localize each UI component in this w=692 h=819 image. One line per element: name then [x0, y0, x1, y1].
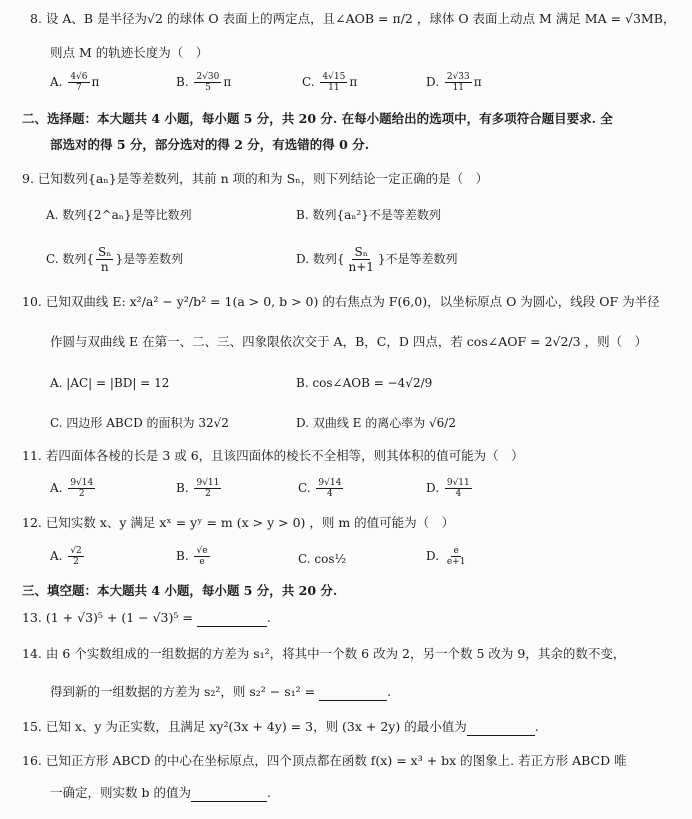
section3-heading: 三、填空题：本大题共 4 小题，每小题 5 分，共 20 分.	[22, 583, 338, 598]
q9-option-a: A. 数列{2^aₙ}是等比数列	[46, 208, 192, 222]
q15-answer-blank[interactable]	[467, 721, 535, 736]
q8-option-a: A. $\frac{4√6}{7}$ π	[50, 72, 100, 93]
q10-option-a: A. |AC| = |BD| = 12	[50, 376, 170, 390]
q10-stem-line2: 作圆与双曲线 E 在第一、二、三、四象限依次交于 A，B，C，D 四点，若 cos∠AOF = 2√2/3 ，则（ ）	[50, 334, 648, 349]
q12-option-d: D. $\frac{e}{e+1}$	[426, 546, 466, 567]
q11-option-d: D. $\frac{9√11}{4}$	[426, 478, 470, 499]
q14-stem-line2: 得到新的一组数据的方差为 s₂²，则 s₂² − s₁² = .	[50, 684, 392, 699]
q8-option-b: B. $\frac{2√30}{5}$ π	[176, 72, 232, 93]
q13-stem: 13. (1 + √3)⁵ + (1 − √3)⁵ = .	[22, 610, 271, 625]
q10-stem-line1: 10. 已知双曲线 E: x²/a² − y²/b² = 1(a > 0, b > 0) 的右焦点为 F(6,0)，以坐标原点 O 为圆心，线段 OF 为半径	[22, 294, 660, 309]
q11-option-c: C. $\frac{9√14}{4}$	[298, 478, 342, 499]
q11-stem: 11. 若四面体各棱的长是 3 或 6，且该四面体的棱长不全相等，则其体积的值可能为（ ）	[22, 448, 524, 463]
q14-answer-blank[interactable]	[319, 686, 387, 701]
q16-stem-line1: 16. 已知正方形 ABCD 的中心在坐标原点，四个顶点都在函数 f(x) = x³ + bx 的图象上. 若正方形 ABCD 唯	[22, 753, 627, 768]
q12-option-b: B. $\frac{√e}{e}$	[176, 546, 208, 567]
q10-option-c: C. 四边形 ABCD 的面积为 32√2	[50, 416, 229, 430]
q12-option-c: C. cos½	[298, 552, 347, 566]
q8-option-c: C. $\frac{4√15}{11}$ π	[302, 72, 358, 93]
section2-heading-line1: 二、选择题：本大题共 4 小题，每小题 5 分，共 20 分. 在每小题给出的选项中，有多项符合题目要求. 全	[22, 111, 613, 126]
q11-option-b: B. $\frac{9√11}{2}$	[176, 478, 220, 499]
q10-option-d: D. 双曲线 E 的离心率为 √6/2	[296, 416, 456, 430]
q12-option-a: A. $\frac{√2}{2}$	[50, 546, 82, 567]
q12-stem: 12. 已知实数 x、y 满足 xˣ = yʸ = m (x > y > 0) ，则 m 的值可能为（ ）	[22, 515, 455, 530]
q15-stem: 15. 已知 x、y 为正实数，且满足 xy²(3x + 4y) = 3，则 (3x + 2y) 的最小值为 .	[22, 719, 539, 734]
q16-stem-line2: 一确定，则实数 b 的值为 .	[50, 785, 271, 800]
q8-option-d: D. $\frac{2√33}{11}$ π	[426, 72, 482, 93]
q9-option-c: C. 数列{ $\frac{\text{Sₙ}}{n}$ }是等差数列	[46, 245, 184, 274]
q16-answer-blank[interactable]	[191, 787, 267, 802]
q9-option-d: D. 数列{ $\frac{\text{Sₙ}}{n+1}$ }不是等差数列	[296, 245, 458, 274]
q11-option-a: A. $\frac{9√14}{2}$	[50, 478, 94, 499]
q9-option-b: B. 数列{aₙ²}不是等差数列	[296, 208, 441, 222]
q8-stem-line2: 则点 M 的轨迹长度为（ ）	[50, 45, 209, 60]
section2-heading-line2: 部选对的得 5 分，部分选对的得 2 分，有选错的得 0 分.	[50, 137, 370, 152]
q10-option-b: B. cos∠AOB = −4√2/9	[296, 376, 433, 390]
q13-answer-blank[interactable]	[197, 612, 267, 627]
q9-stem: 9. 已知数列{aₙ}是等差数列，其前 n 项的和为 Sₙ，则下列结论一定正确的是（ ）	[22, 171, 489, 186]
q14-stem-line1: 14. 由 6 个实数组成的一组数据的方差为 s₁²，将其中一个数 6 改为 2，另一个数 5 改为 9，其余的数不变，	[22, 646, 626, 661]
q8-stem-line1: 8. 设 A、B 是半径为√2 的球体 O 表面上的两定点，且∠AOB = π/2 ，球体 O 表面上动点 M 满足 MA = √3MB，	[30, 11, 676, 26]
